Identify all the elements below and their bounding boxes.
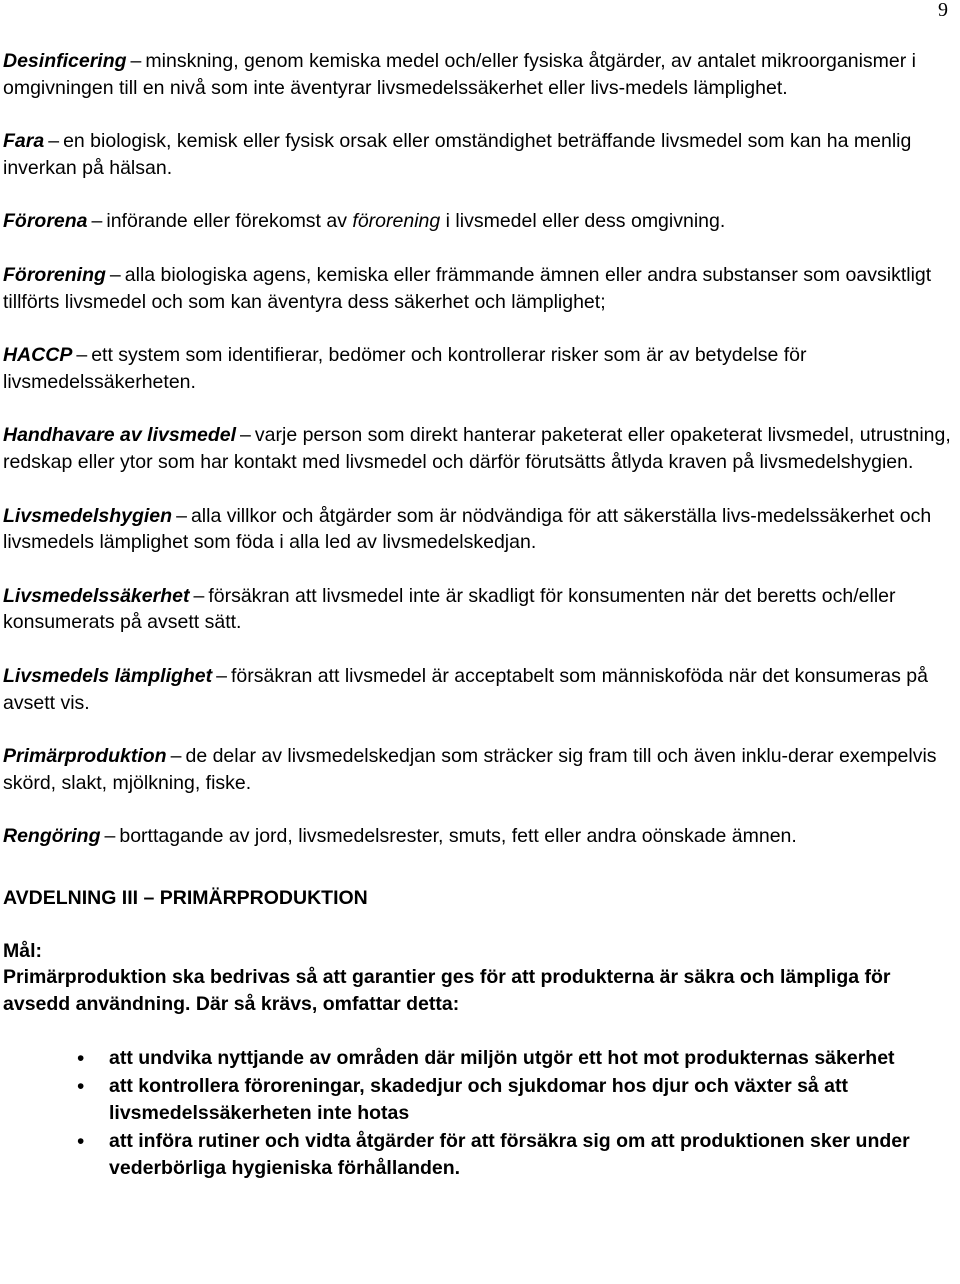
definition-term: Primärproduktion bbox=[3, 745, 167, 768]
definition-dash: – bbox=[109, 263, 121, 286]
definition-dash: – bbox=[170, 745, 182, 768]
page-number: 9 bbox=[938, 0, 948, 21]
list-item: • att undvika nyttjande av områden där miljön utgör ett hot mot produkternas säkerhet bbox=[3, 1045, 955, 1072]
goal-label: Mål: bbox=[3, 939, 42, 962]
definition-text: försäkran att livsmedel inte är skadligt för konsumenten när det beretts och/eller konsumerats på avsett sätt. bbox=[3, 584, 896, 634]
definition-fororena bbox=[3, 208, 955, 235]
document-body bbox=[3, 48, 955, 1183]
definition-text: de delar av livsmedelskedjan som sträcker sig fram till och även inklu-derar exempelvis skörd, slakt, mjölkning, fiske. bbox=[3, 745, 937, 794]
definition-dash: – bbox=[91, 210, 103, 233]
definition-dash: – bbox=[76, 344, 88, 367]
definition-dash: – bbox=[104, 825, 116, 848]
definition-livsmedels-lamplighet bbox=[3, 663, 955, 716]
definition-text: en biologisk, kemisk eller fysisk orsak eller omständighet beträffande livsmedel som kan ha menlig inverkan på hälsan. bbox=[3, 130, 912, 179]
definition-term: Livsmedelshygien bbox=[3, 504, 173, 527]
definition-dash: – bbox=[193, 584, 205, 607]
definition-rengoring bbox=[3, 823, 955, 850]
definition-text: alla biologiska agens, kemiska eller främmande ämnen eller andra substanser som oavsiktligt tillförts livsmedel och som kan äventyra dess säkerhet och lämplighet; bbox=[3, 263, 932, 313]
definition-text: i livsmedel eller dess omgivning. bbox=[445, 210, 726, 233]
definition-text: försäkran att livsmedel är acceptabelt som människoföda när det konsumeras på avsett vis. bbox=[3, 664, 928, 714]
definition-livsmedelssakerhet bbox=[3, 583, 955, 636]
definition-desinficering bbox=[3, 48, 955, 101]
definition-primarproduktion bbox=[3, 743, 955, 796]
definition-text: minskning, genom kemiska medel och/eller fysiska åtgärder, av antalet mikroorganismer i omgivningen till en nivå som inte äventyrar livsmedelssäkerhet eller livs-medels lämplighet. bbox=[3, 50, 916, 99]
definition-haccp bbox=[3, 342, 955, 395]
definition-term: Förorena bbox=[3, 210, 88, 233]
definition-text: borttagande av jord, livsmedelsrester, smuts, fett eller andra oönskade ämnen. bbox=[119, 825, 797, 848]
definition-dash: – bbox=[216, 664, 228, 687]
definition-text-italic: förorening bbox=[352, 210, 441, 233]
section-heading: AVDELNING III – PRIMÄRPRODUKTION bbox=[3, 886, 368, 909]
definition-term: Rengöring bbox=[3, 825, 101, 848]
definition-term: Förorening bbox=[3, 263, 106, 286]
goal-text: Primärproduktion ska bedrivas så att garantier ges för att produkterna är säkra och lämpliga för avsedd användning. Där så krävs, omfattar detta: bbox=[3, 965, 891, 1015]
definition-term: Livsmedels lämplighet bbox=[3, 664, 213, 687]
definition-term: Fara bbox=[3, 130, 45, 153]
definition-term: Desinficering bbox=[3, 50, 127, 72]
definition-term: HACCP bbox=[3, 344, 73, 367]
definition-dash: – bbox=[176, 504, 187, 527]
definition-text: införande eller förekomst av bbox=[106, 210, 347, 233]
definition-fororening bbox=[3, 262, 955, 315]
definition-dash: – bbox=[240, 424, 251, 447]
definition-livsmedelshygien bbox=[3, 503, 955, 556]
definition-dash: – bbox=[48, 130, 60, 153]
definition-text: ett system som identifierar, bedömer och kontrollerar risker som är av betydelse för livsmedelssäkerheten. bbox=[3, 344, 807, 393]
definition-text: alla villkor och åtgärder som är nödvändiga för att säkerställa livs-medelssäkerhet och livsmedels lämplighet som föda i alla led av livsmedelskedjan. bbox=[3, 504, 932, 554]
definition-text: varje person som direkt hanterar paketerat eller opaketerat livsmedel, utrustning, redskap eller ytor som har kontakt med livsmedel och därför förutsätts åtlyda kraven på livsmedelshygien. bbox=[3, 424, 951, 473]
definition-term: Handhavare av livsmedel bbox=[3, 424, 237, 447]
definition-dash: – bbox=[130, 50, 142, 72]
requirements-list bbox=[3, 1045, 955, 1182]
definition-term: Livsmedelssäkerhet bbox=[3, 584, 190, 607]
definition-fara bbox=[3, 128, 955, 181]
list-item: • att införa rutiner och vidta åtgärder för att försäkra sig om att produktionen sker under vederbörliga hygieniska förhållanden. bbox=[3, 1128, 955, 1182]
list-item: • att kontrollera föroreningar, skadedjur och sjukdomar hos djur och växter så att livsmedelssäkerheten inte hotas bbox=[3, 1073, 955, 1127]
definition-handhavare bbox=[3, 422, 955, 475]
